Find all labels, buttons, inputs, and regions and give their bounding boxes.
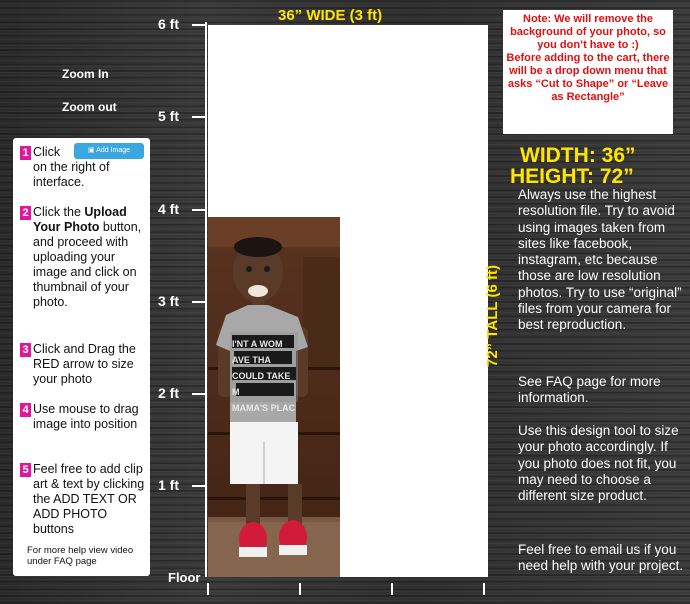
step-5	[20, 462, 148, 537]
canvas-width-label: 36” WIDE (3 ft)	[278, 7, 383, 24]
ruler-label-6ft: 6 ft	[158, 16, 179, 32]
height-dimension: HEIGHT: 72”	[510, 165, 634, 188]
step-4-text: Use mouse to drag image into position	[33, 402, 139, 431]
ruler-tick	[192, 301, 206, 303]
info-resolution: Always use the highest resolution file. Try to avoid using images taken from sites like facebook, instagram, etc because those are low resolution photos. Try to use “original” files from your camera for best reproduction.	[518, 187, 682, 333]
info-sizing: Use this design tool to size your photo accordingly. If you photo does not fit, you may need to choose a different size product.	[518, 423, 679, 504]
step-number: 4	[20, 403, 31, 417]
image-icon: ▣	[87, 147, 95, 154]
step-number: 1	[20, 146, 31, 160]
step-1-text-b: on the right of interface.	[33, 160, 110, 189]
step-3-text: Click and Drag the RED arrow to size your photo	[33, 342, 136, 386]
info-email: Feel free to email us if you need help with your project.	[518, 542, 684, 574]
bottom-tick	[483, 583, 485, 595]
step-5-text: Feel free to add clip art & text by clicking the ADD TEXT OR ADD PHOTO buttons	[33, 462, 145, 536]
info-faq: See FAQ page for more information.	[518, 374, 661, 406]
shirt-text: COULD TAKE M	[232, 371, 291, 397]
ruler-tick	[192, 24, 206, 26]
step-number: 3	[20, 343, 31, 357]
shirt-text: MAMA'S PLAC	[232, 403, 296, 413]
bottom-tick	[391, 583, 393, 595]
step-1-text-a: Click	[33, 145, 61, 159]
shirt-text: I'NT A WOM	[232, 339, 283, 349]
step-2	[20, 205, 148, 310]
step-4	[20, 402, 148, 432]
step-3	[20, 342, 148, 387]
shirt-graphic	[232, 336, 298, 416]
canvas-height-label: 72” TALL (6 ft)	[484, 265, 501, 367]
zoom-in-button[interactable]: Zoom In	[62, 67, 109, 81]
step-2-text-a: Click the	[33, 205, 85, 219]
step-number: 2	[20, 206, 31, 220]
add-image-button[interactable]	[74, 143, 144, 159]
ruler-tick	[192, 116, 206, 118]
note-line-2: Before adding to the cart, there will be a drop down menu that asks “Cut to Shape” or “Leave as Rectangle”	[506, 52, 670, 103]
add-image-label: Add Image	[96, 147, 131, 154]
ruler-label-3ft: 3 ft	[158, 293, 179, 309]
bottom-tick	[207, 583, 209, 595]
background-removal-note	[503, 10, 673, 134]
ruler-tick	[192, 485, 206, 487]
ruler-label-2ft: 2 ft	[158, 385, 179, 401]
step-2-bold: Upload Your Photo	[33, 205, 127, 234]
help-text: For more help view video under FAQ page	[27, 545, 134, 567]
shirt-text: AVE THA	[232, 355, 271, 365]
ruler-label-1ft: 1 ft	[158, 477, 179, 493]
step-2-text-b: button, and proceed with uploading your image and click on thumbnail of your photo.	[33, 220, 142, 309]
step-number: 5	[20, 463, 31, 477]
width-dimension: WIDTH: 36”	[520, 144, 636, 167]
ruler-label-5ft: 5 ft	[158, 108, 179, 124]
floor-label: Floor	[168, 570, 201, 585]
uploaded-photo[interactable]	[208, 217, 340, 577]
bottom-tick	[299, 583, 301, 595]
ruler-label-4ft: 4 ft	[158, 201, 179, 217]
zoom-out-button[interactable]: Zoom out	[62, 100, 117, 114]
ruler-line	[205, 22, 207, 577]
note-line-1: Note: We will remove the background of your photo, so you don’t have to :)	[510, 13, 666, 51]
ruler-tick	[192, 393, 206, 395]
ruler-tick	[192, 209, 206, 211]
